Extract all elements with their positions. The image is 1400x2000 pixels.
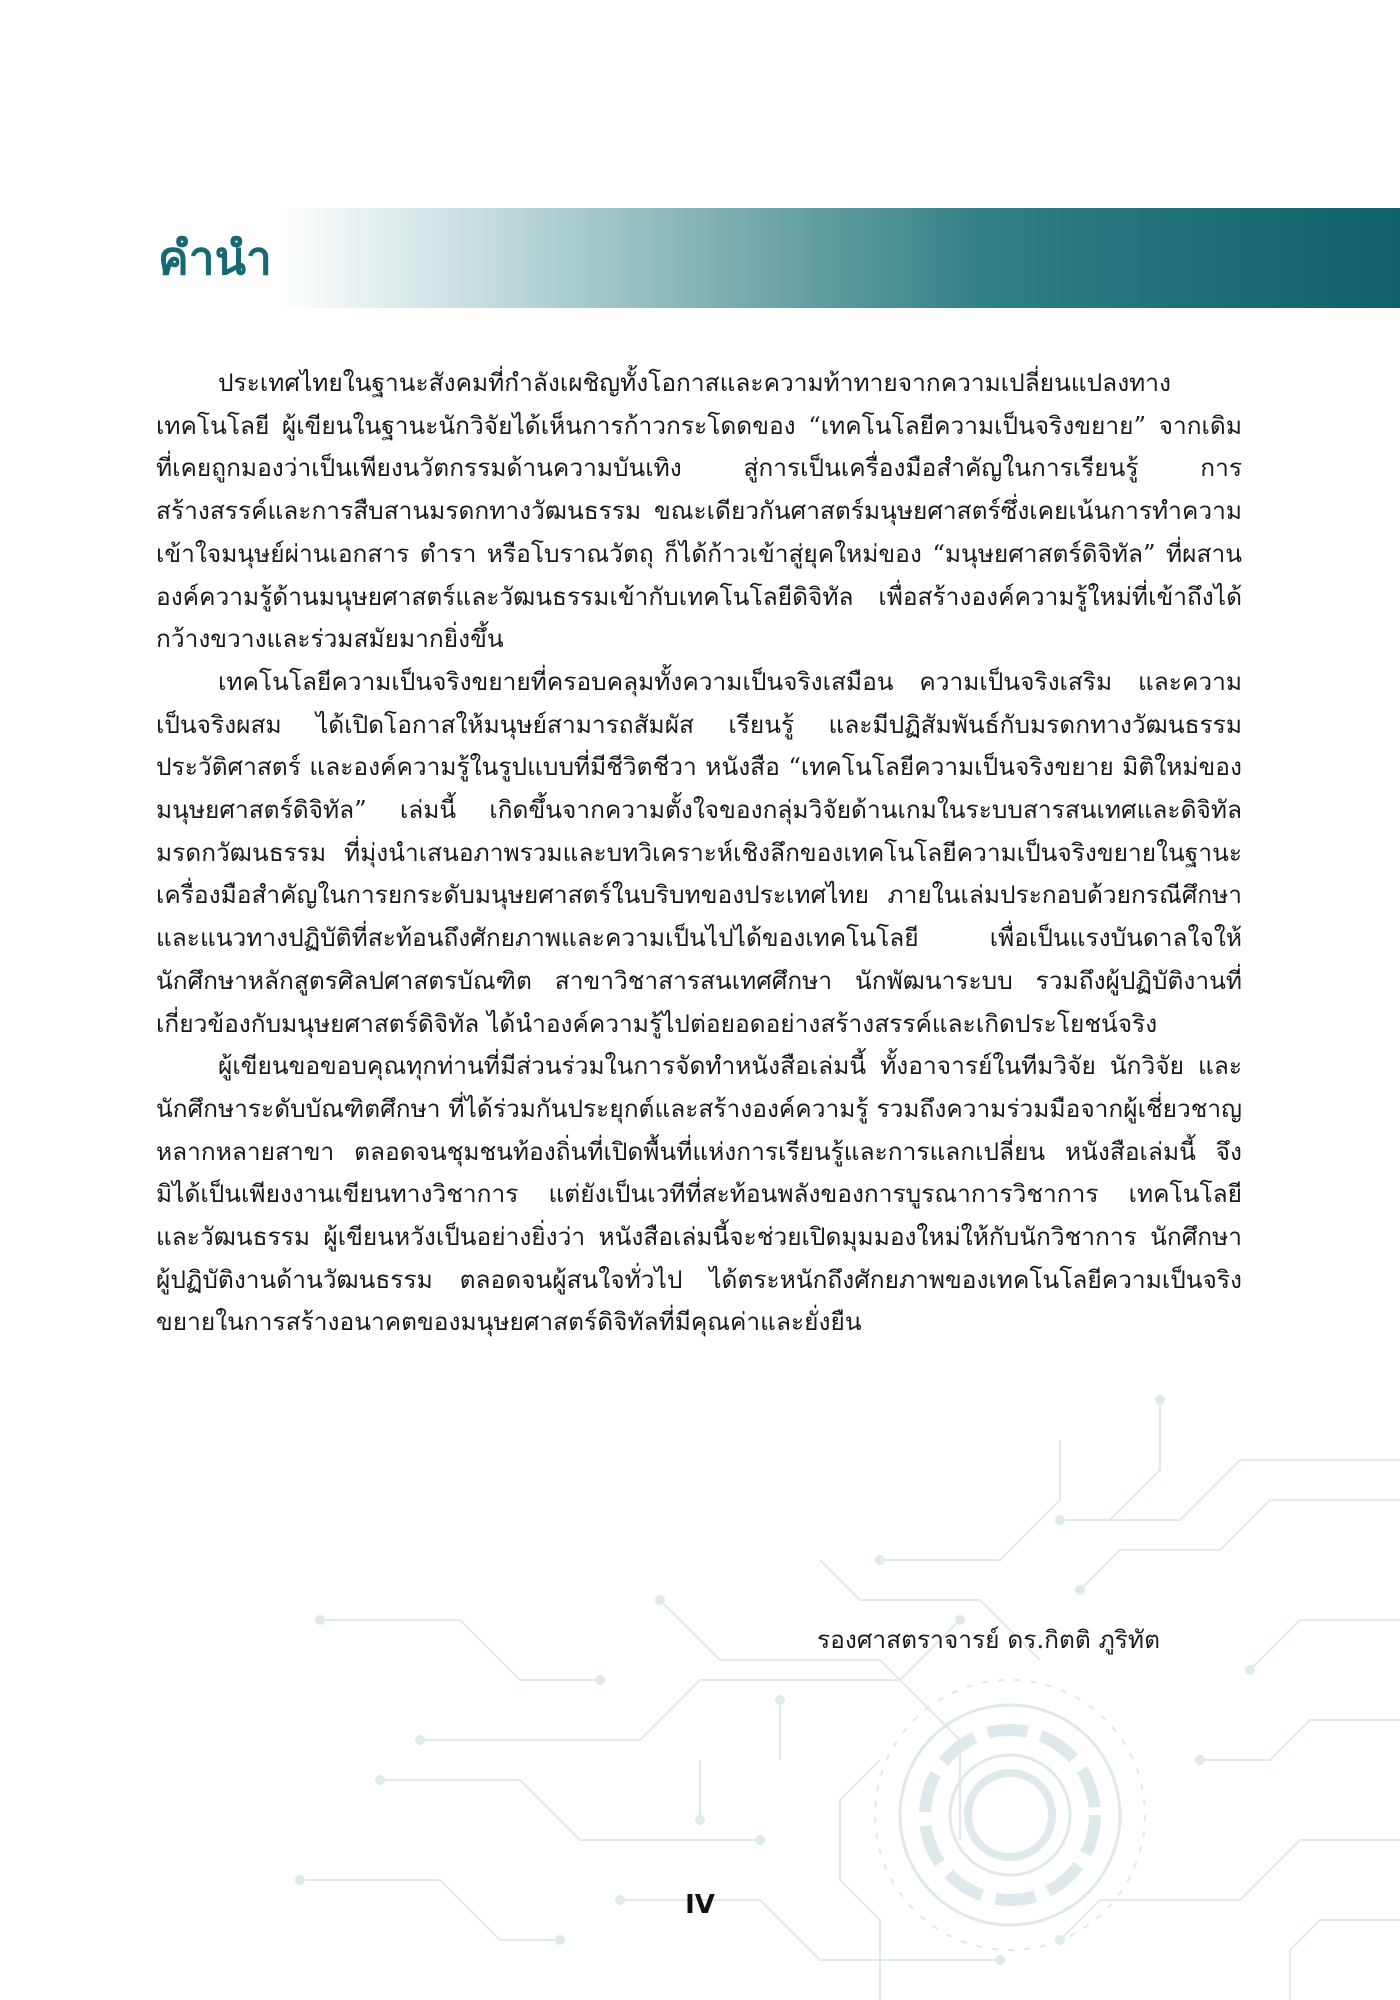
page-title: คำนำ xyxy=(158,231,272,285)
preface-body xyxy=(156,362,1242,1344)
paragraph-3: ผู้เขียนขอขอบคุณทุกท่านที่มีส่วนร่วมในการจัดทำหนังสือเล่มนี้ ทั้งอาจารย์ในทีมวิจัย นักวิจัย และนักศึกษาระดับบัณฑิตศึกษา ที่ได้ร่วมกันประยุกต์และสร้างองค์ความรู้ รวมถึงความร่วมมือจากผู้เชี่ยวชาญหลากหลายสาขา ตลอดจนชุมชนท้องถิ่นที่เปิดพื้นที่แห่งการเรียนรู้และการแลกเปลี่ยน หนังสือเล่มนี้ จึงมิได้เป็นเพียงงานเขียนทางวิชาการ แต่ยังเป็นเวทีที่สะท้อนพลังของการบูรณาการวิชาการ เทคโนโลยี และวัฒนธรรม ผู้เขียนหวังเป็นอย่างยิ่งว่า หนังสือเล่มนี้จะช่วยเปิดมุมมองใหม่ให้กับนักวิชาการ นักศึกษา ผู้ปฏิบัติงานด้านวัฒนธรรม ตลอดจนผู้สนใจทั่วไป ได้ตระหนักถึงศักยภาพของเทคโนโลยีความเป็นจริงขยายในการสร้างอนาคตของมนุษยศาสตร์ดิจิทัลที่มีคุณค่าและยั่งยืน xyxy=(156,1051,1242,1337)
paragraph-1: ประเทศไทยในฐานะสังคมที่กำลังเผชิญทั้งโอกาสและความท้าทายจากความเปลี่ยนแปลงทางเทคโนโลยี ผู้เขียนในฐานะนักวิจัยได้เห็นการก้าวกระโดดของ “เทคโนโลยีความเป็นจริงขยาย” จากเดิมที่เคยถูกมองว่าเป็นเพียงนวัตกรรมด้านความบันเทิง สู่การเป็นเครื่องมือสำคัญในการเรียนรู้ การสร้างสรรค์และการสืบสานมรดกทางวัฒนธรรม ขณะเดียวกันศาสตร์มนุษยศาสตร์ซึ่งเคยเน้นการทำความเข้าใจมนุษย์ผ่านเอกสาร ตำรา หรือโบราณวัตถุ ก็ได้ก้าวเข้าสู่ยุคใหม่ของ “มนุษยศาสตร์ดิจิทัล” ที่ผสานองค์ความรู้ด้านมนุษยศาสตร์และวัฒนธรรมเข้ากับเทคโนโลยีดิจิทัล เพื่อสร้างองค์ความรู้ใหม่ที่เข้าถึงได้กว้างขวางและร่วมสมัยมากยิ่งขึ้น xyxy=(156,368,1242,654)
author-signature: รองศาสตราจารย์ ดร.กิตติ ภูริทัต xyxy=(816,1625,1160,1654)
page-number: IV xyxy=(685,1890,715,1920)
paragraph-2: เทคโนโลยีความเป็นจริงขยายที่ครอบคลุมทั้งความเป็นจริงเสมือน ความเป็นจริงเสริม และความเป็นจริงผสม ได้เปิดโอกาสให้มนุษย์สามารถสัมผัส เรียนรู้ และมีปฏิสัมพันธ์กับมรดกทางวัฒนธรรม ประวัติศาสตร์ และองค์ความรู้ในรูปแบบที่มีชีวิตชีวา หนังสือ “เทคโนโลยีความเป็นจริงขยาย มิติใหม่ของมนุษยศาสตร์ดิจิทัล” เล่มนี้ เกิดขึ้นจากความตั้งใจของกลุ่มวิจัยด้านเกมในระบบสารสนเทศและดิจิทัลมรดกวัฒนธรรม ที่มุ่งนำเสนอภาพรวมและบทวิเคราะห์เชิงลึกของเทคโนโลยีความเป็นจริงขยายในฐานะเครื่องมือสำคัญในการยกระดับมนุษยศาสตร์ในบริบทของประเทศไทย ภายในเล่มประกอบด้วยกรณีศึกษาและแนวทางปฏิบัติที่สะท้อนถึงศักยภาพและความเป็นไปได้ของเทคโนโลยี เพื่อเป็นแรงบันดาลใจให้นักศึกษาหลักสูตรศิลปศาสตรบัณฑิต สาขาวิชาสารสนเทศศึกษา นักพัฒนาระบบ รวมถึงผู้ปฏิบัติงานที่เกี่ยวข้องกับมนุษยศาสตร์ดิจิทัล ได้นำองค์ความรู้ไปต่อยอดอย่างสร้างสรรค์และเกิดประโยชน์จริง xyxy=(156,666,1242,1038)
